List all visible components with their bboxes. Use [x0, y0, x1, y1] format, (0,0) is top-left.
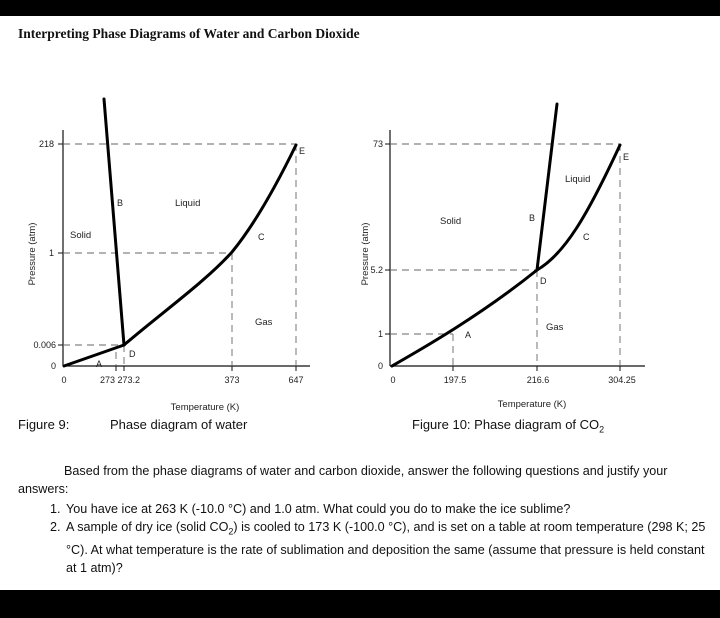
co2-point-d: D — [540, 276, 547, 286]
co2-xtick-label-2166: 216.6 — [526, 375, 550, 385]
water-ytick-label-1: 1 — [48, 248, 54, 258]
water-ytick-label-0006: 0.006 — [33, 340, 56, 350]
questions-intro: Based from the phase diagrams of water and carbon dioxide, answer the following questions and justify your answers: — [18, 464, 668, 496]
co2-xtick-label-0: 0 — [390, 375, 396, 385]
water-point-b: B — [117, 198, 124, 208]
water-point-e: E — [299, 146, 306, 156]
figure-10-caption — [412, 417, 604, 435]
co2-xtick-label-1975: 197.5 — [443, 375, 467, 385]
water-xtick-label-0: 0 — [61, 375, 67, 385]
question-2-text-start: A sample of dry ice (solid CO — [66, 520, 229, 534]
water-xtick-label-273: 273 273.2 — [99, 375, 141, 385]
figure-9-caption: Phase diagram of water — [110, 417, 248, 432]
co2-point-c: C — [583, 232, 590, 242]
water-y-axis-title: Pressure (atm) — [27, 222, 38, 286]
question-item: 1. You have ice at 263 K (-10.0 °C) and 1.0 atm. What could you do to make the ice sublime? — [64, 500, 708, 518]
water-region-gas: Gas — [255, 317, 273, 328]
co2-xtick-label-30425: 304.25 — [608, 375, 636, 385]
co2-point-e: E — [623, 152, 630, 162]
co2-region-liquid: Liquid — [565, 174, 591, 185]
question-2-text-end: ) is cooled to 173 K (-100.0 °C), and is set on a table at room temperature (298 K; 25 °C). At what temperature is the rate of sublimation and deposition the same (assume that pressure is held constant at 1 atm)? — [66, 520, 706, 575]
water-point-c: C — [258, 232, 265, 242]
co2-region-gas: Gas — [546, 322, 564, 333]
co2-y-axis-title: Pressure (atm) — [360, 222, 371, 286]
water-point-d: D — [129, 349, 136, 359]
figure-10-caption-subscript: 2 — [599, 424, 605, 435]
co2-ytick-label-0: 0 — [377, 361, 383, 371]
figure-10-caption-text: Figure 10: Phase diagram of CO — [412, 417, 600, 432]
co2-point-a: A — [465, 330, 472, 340]
co2-x-axis-title: Temperature (K) — [497, 399, 567, 410]
water-point-a: A — [96, 359, 103, 369]
figure-9-label: Figure 9: — [18, 417, 70, 432]
document-title: Interpreting Phase Diagrams of Water and Carbon Dioxide — [18, 26, 360, 41]
water-ytick-label-0: 0 — [50, 361, 56, 371]
co2-axes — [390, 130, 645, 366]
water-xtick-label-647: 647 — [288, 375, 304, 385]
co2-ytick-label-52: 5.2 — [370, 265, 383, 275]
water-x-axis-title: Temperature (K) — [170, 402, 240, 413]
co2-point-b: B — [529, 213, 536, 223]
co2-region-solid: Solid — [440, 216, 462, 227]
co2-melting-curve — [537, 104, 557, 270]
co2-ytick-label-73: 73 — [372, 139, 383, 149]
co2-labels — [360, 139, 636, 410]
question-block — [18, 462, 708, 577]
water-region-solid: Solid — [70, 230, 92, 241]
co2-sublimation-curve — [392, 270, 537, 366]
water-region-liquid: Liquid — [175, 198, 201, 209]
co2-ytick-label-1: 1 — [377, 329, 383, 339]
co2-phase-diagram — [0, 104, 720, 414]
question-item — [64, 518, 708, 577]
worksheet-page — [0, 16, 720, 590]
question-2-subscript: 2 — [228, 526, 234, 537]
water-ytick-label-218: 218 — [38, 139, 54, 149]
question-list — [18, 500, 708, 577]
water-xtick-label-373: 373 — [224, 375, 240, 385]
